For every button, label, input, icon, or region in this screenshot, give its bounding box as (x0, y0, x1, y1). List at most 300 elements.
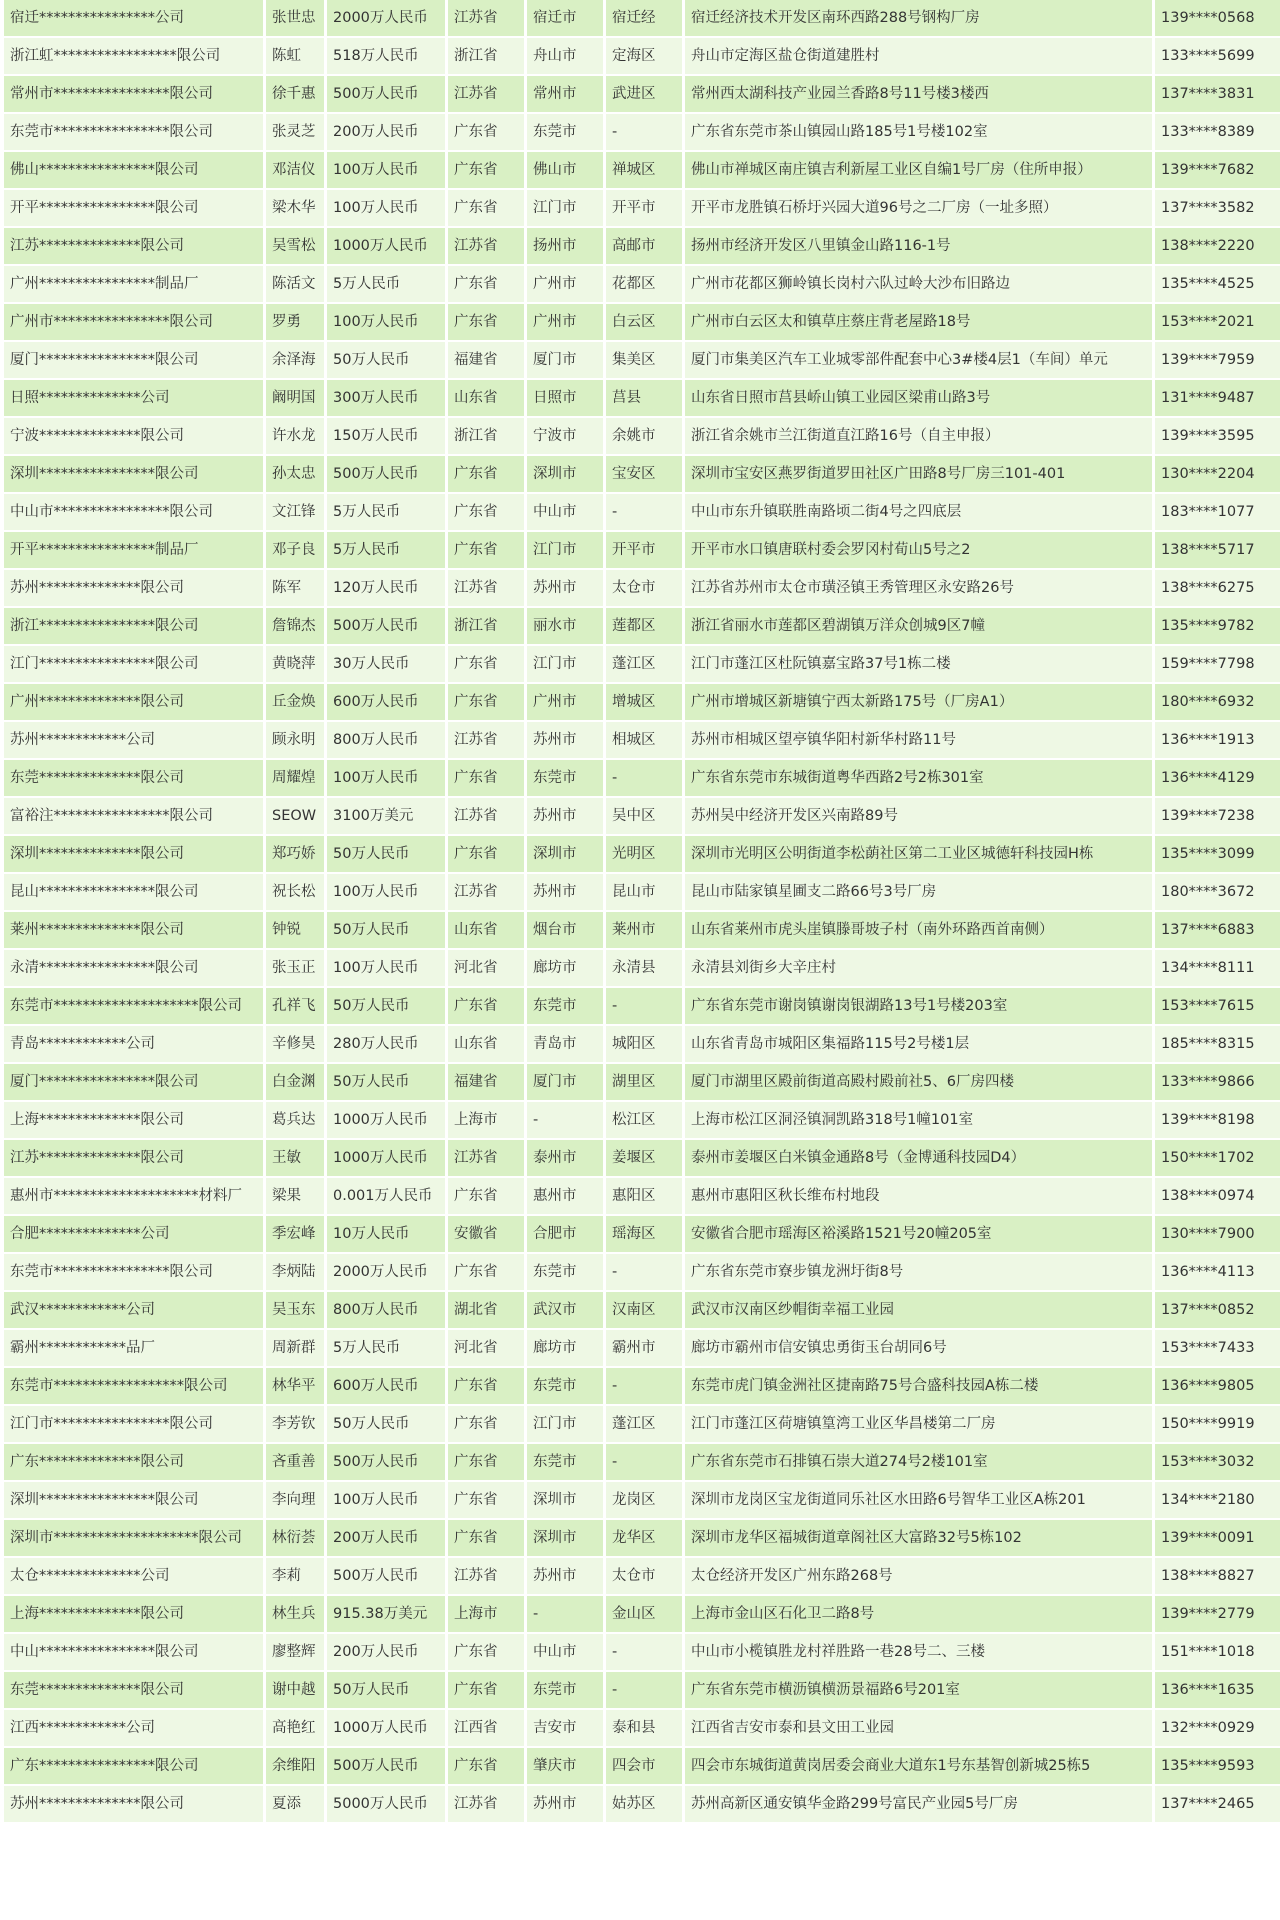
district-cell: 城阳区 (606, 1026, 682, 1062)
phone-cell: 139****0091 (1155, 1520, 1280, 1556)
district-cell: - (606, 1254, 682, 1290)
city-cell: 丽水市 (527, 608, 603, 644)
table-row (4, 266, 1280, 302)
table-row (4, 152, 1280, 188)
phone-cell: 153****7433 (1155, 1330, 1280, 1366)
district-cell: 惠阳区 (606, 1178, 682, 1214)
district-cell: - (606, 1444, 682, 1480)
registered-capital-cell: 1000万人民币 (327, 228, 445, 264)
province-cell: 广东省 (448, 684, 524, 720)
registered-capital-cell: 5万人民币 (327, 1330, 445, 1366)
district-cell: 开平市 (606, 190, 682, 226)
address-cell: 江苏省苏州市太仓市璜泾镇王秀管理区永安路26号 (685, 570, 1152, 606)
table-row (4, 950, 1280, 986)
phone-cell: 134****2180 (1155, 1482, 1280, 1518)
legal-representative-cell: 梁木华 (266, 190, 324, 226)
table-row (4, 1254, 1280, 1290)
city-cell: 苏州市 (527, 570, 603, 606)
registered-capital-cell: 5万人民币 (327, 532, 445, 568)
city-cell: 广州市 (527, 304, 603, 340)
district-cell: 白云区 (606, 304, 682, 340)
city-cell: 烟台市 (527, 912, 603, 948)
registered-capital-cell: 600万人民币 (327, 684, 445, 720)
registered-capital-cell: 100万人民币 (327, 190, 445, 226)
province-cell: 江西省 (448, 1710, 524, 1746)
city-cell: 宁波市 (527, 418, 603, 454)
phone-cell: 153****7615 (1155, 988, 1280, 1024)
city-cell: 广州市 (527, 266, 603, 302)
legal-representative-cell: 陈虹 (266, 38, 324, 74)
address-cell: 深圳市龙华区福城街道章阁社区大富路32号5栋102 (685, 1520, 1152, 1556)
company-table (1, 0, 1280, 1824)
phone-cell: 138****6275 (1155, 570, 1280, 606)
company-name-cell: 中山市****************限公司 (4, 494, 263, 530)
district-cell: 增城区 (606, 684, 682, 720)
address-cell: 厦门市集美区汽车工业城零部件配套中心3#楼4层1（车间）单元 (685, 342, 1152, 378)
address-cell: 浙江省余姚市兰江街道直江路16号（自主申报） (685, 418, 1152, 454)
registered-capital-cell: 500万人民币 (327, 456, 445, 492)
company-name-cell: 厦门****************限公司 (4, 1064, 263, 1100)
registered-capital-cell: 500万人民币 (327, 76, 445, 112)
company-name-cell: 深圳市********************限公司 (4, 1520, 263, 1556)
address-cell: 廊坊市霸州市信安镇忠勇街玉台胡同6号 (685, 1330, 1152, 1366)
company-name-cell: 东莞市********************限公司 (4, 988, 263, 1024)
table-row (4, 1596, 1280, 1632)
company-name-cell: 莱州**************限公司 (4, 912, 263, 948)
phone-cell: 135****9782 (1155, 608, 1280, 644)
table-row (4, 1292, 1280, 1328)
registered-capital-cell: 50万人民币 (327, 1064, 445, 1100)
legal-representative-cell: 孙太忠 (266, 456, 324, 492)
address-cell: 山东省莱州市虎头崖镇滕哥坡子村（南外环路西首南侧） (685, 912, 1152, 948)
city-cell: 江门市 (527, 1406, 603, 1442)
district-cell: 光明区 (606, 836, 682, 872)
province-cell: 上海市 (448, 1102, 524, 1138)
company-name-cell: 江门市****************限公司 (4, 1406, 263, 1442)
district-cell: 武进区 (606, 76, 682, 112)
address-cell: 深圳市宝安区燕罗街道罗田社区广田路8号厂房三101-401 (685, 456, 1152, 492)
province-cell: 广东省 (448, 1672, 524, 1708)
table-row (4, 0, 1280, 36)
legal-representative-cell: 梁果 (266, 1178, 324, 1214)
phone-cell: 159****7798 (1155, 646, 1280, 682)
city-cell: 吉安市 (527, 1710, 603, 1746)
legal-representative-cell: 张灵芝 (266, 114, 324, 150)
phone-cell: 136****4113 (1155, 1254, 1280, 1290)
city-cell: 舟山市 (527, 38, 603, 74)
province-cell: 江苏省 (448, 1558, 524, 1594)
phone-cell: 139****7959 (1155, 342, 1280, 378)
province-cell: 江苏省 (448, 228, 524, 264)
legal-representative-cell: 詹锦杰 (266, 608, 324, 644)
district-cell: 太仓市 (606, 570, 682, 606)
province-cell: 广东省 (448, 1368, 524, 1404)
legal-representative-cell: 王敏 (266, 1140, 324, 1176)
province-cell: 江苏省 (448, 570, 524, 606)
company-name-cell: 广州****************制品厂 (4, 266, 263, 302)
address-cell: 苏州高新区通安镇华金路299号富民产业园5号厂房 (685, 1786, 1152, 1822)
registered-capital-cell: 500万人民币 (327, 1748, 445, 1784)
city-cell: 青岛市 (527, 1026, 603, 1062)
legal-representative-cell: 黄晓萍 (266, 646, 324, 682)
registered-capital-cell: 50万人民币 (327, 836, 445, 872)
address-cell: 厦门市湖里区殿前街道高殿村殿前社5、6厂房四楼 (685, 1064, 1152, 1100)
company-name-cell: 永清****************限公司 (4, 950, 263, 986)
district-cell: 余姚市 (606, 418, 682, 454)
registered-capital-cell: 100万人民币 (327, 874, 445, 910)
district-cell: 龙华区 (606, 1520, 682, 1556)
company-name-cell: 深圳****************限公司 (4, 1482, 263, 1518)
province-cell: 江苏省 (448, 76, 524, 112)
phone-cell: 136****9805 (1155, 1368, 1280, 1404)
city-cell: 深圳市 (527, 1520, 603, 1556)
company-name-cell: 苏州**************限公司 (4, 570, 263, 606)
city-cell: 东莞市 (527, 988, 603, 1024)
city-cell: 江门市 (527, 190, 603, 226)
province-cell: 江苏省 (448, 1786, 524, 1822)
company-name-cell: 青岛************公司 (4, 1026, 263, 1062)
city-cell: 深圳市 (527, 836, 603, 872)
company-name-cell: 江苏**************限公司 (4, 1140, 263, 1176)
province-cell: 福建省 (448, 1064, 524, 1100)
table-row (4, 532, 1280, 568)
company-name-cell: 广州市****************限公司 (4, 304, 263, 340)
legal-representative-cell: 周耀煌 (266, 760, 324, 796)
district-cell: 永清县 (606, 950, 682, 986)
city-cell: 深圳市 (527, 456, 603, 492)
company-name-cell: 合肥**************公司 (4, 1216, 263, 1252)
district-cell: 霸州市 (606, 1330, 682, 1366)
district-cell: 莒县 (606, 380, 682, 416)
district-cell: - (606, 494, 682, 530)
table-body (4, 0, 1280, 1822)
province-cell: 山东省 (448, 912, 524, 948)
district-cell: 姑苏区 (606, 1786, 682, 1822)
province-cell: 江苏省 (448, 874, 524, 910)
table-row (4, 1026, 1280, 1062)
district-cell: 昆山市 (606, 874, 682, 910)
phone-cell: 138****2220 (1155, 228, 1280, 264)
address-cell: 广东省东莞市横沥镇横沥景福路6号201室 (685, 1672, 1152, 1708)
table-row (4, 722, 1280, 758)
table-row (4, 1330, 1280, 1366)
legal-representative-cell: 丘金焕 (266, 684, 324, 720)
phone-cell: 135****3099 (1155, 836, 1280, 872)
legal-representative-cell: 顾永明 (266, 722, 324, 758)
table-row (4, 684, 1280, 720)
legal-representative-cell: 谢中越 (266, 1672, 324, 1708)
city-cell: 泰州市 (527, 1140, 603, 1176)
district-cell: 相城区 (606, 722, 682, 758)
city-cell: - (527, 1102, 603, 1138)
city-cell: 厦门市 (527, 342, 603, 378)
registered-capital-cell: 100万人民币 (327, 152, 445, 188)
registered-capital-cell: 50万人民币 (327, 1406, 445, 1442)
company-name-cell: 东莞市****************限公司 (4, 1254, 263, 1290)
phone-cell: 153****3032 (1155, 1444, 1280, 1480)
district-cell: 蓬江区 (606, 646, 682, 682)
registered-capital-cell: 5万人民币 (327, 494, 445, 530)
company-name-cell: 苏州************公司 (4, 722, 263, 758)
phone-cell: 138****0974 (1155, 1178, 1280, 1214)
registered-capital-cell: 100万人民币 (327, 304, 445, 340)
company-name-cell: 深圳**************限公司 (4, 836, 263, 872)
legal-representative-cell: 张玉正 (266, 950, 324, 986)
registered-capital-cell: 50万人民币 (327, 342, 445, 378)
registered-capital-cell: 100万人民币 (327, 950, 445, 986)
province-cell: 广东省 (448, 266, 524, 302)
phone-cell: 139****2779 (1155, 1596, 1280, 1632)
address-cell: 广东省东莞市茶山镇园山路185号1号楼102室 (685, 114, 1152, 150)
table-row (4, 1102, 1280, 1138)
company-name-cell: 上海**************限公司 (4, 1102, 263, 1138)
company-name-cell: 中山****************限公司 (4, 1634, 263, 1670)
city-cell: 广州市 (527, 684, 603, 720)
legal-representative-cell: 周新群 (266, 1330, 324, 1366)
city-cell: 东莞市 (527, 760, 603, 796)
phone-cell: 180****6932 (1155, 684, 1280, 720)
address-cell: 四会市东城街道黄岗居委会商业大道东1号东基智创新城25栋5 (685, 1748, 1152, 1784)
table-row (4, 76, 1280, 112)
phone-cell: 137****6883 (1155, 912, 1280, 948)
city-cell: 武汉市 (527, 1292, 603, 1328)
registered-capital-cell: 100万人民币 (327, 1482, 445, 1518)
address-cell: 广东省东莞市石排镇石崇大道274号2楼101室 (685, 1444, 1152, 1480)
company-name-cell: 常州市****************限公司 (4, 76, 263, 112)
province-cell: 广东省 (448, 304, 524, 340)
company-name-cell: 厦门****************限公司 (4, 342, 263, 378)
legal-representative-cell: 辛修昊 (266, 1026, 324, 1062)
table-row (4, 760, 1280, 796)
company-name-cell: 佛山****************限公司 (4, 152, 263, 188)
address-cell: 宿迁经济技术开发区南环西路288号钢构厂房 (685, 0, 1152, 36)
district-cell: 高邮市 (606, 228, 682, 264)
district-cell: 宝安区 (606, 456, 682, 492)
phone-cell: 133****8389 (1155, 114, 1280, 150)
phone-cell: 137****3582 (1155, 190, 1280, 226)
table-row (4, 1216, 1280, 1252)
address-cell: 广州市花都区狮岭镇长岗村六队过岭大沙布旧路边 (685, 266, 1152, 302)
district-cell: - (606, 1634, 682, 1670)
table-row (4, 1444, 1280, 1480)
province-cell: 广东省 (448, 114, 524, 150)
table-row (4, 1520, 1280, 1556)
district-cell: 定海区 (606, 38, 682, 74)
province-cell: 河北省 (448, 1330, 524, 1366)
company-name-cell: 昆山****************限公司 (4, 874, 263, 910)
registered-capital-cell: 100万人民币 (327, 760, 445, 796)
company-name-cell: 江西************公司 (4, 1710, 263, 1746)
legal-representative-cell: 张世忠 (266, 0, 324, 36)
table-row (4, 190, 1280, 226)
registered-capital-cell: 500万人民币 (327, 608, 445, 644)
city-cell: 宿迁市 (527, 0, 603, 36)
city-cell: - (527, 1596, 603, 1632)
address-cell: 江门市蓬江区荷塘镇篁湾工业区华昌楼第二厂房 (685, 1406, 1152, 1442)
phone-cell: 130****2204 (1155, 456, 1280, 492)
table-row (4, 1368, 1280, 1404)
district-cell: 集美区 (606, 342, 682, 378)
table-row (4, 1786, 1280, 1822)
city-cell: 东莞市 (527, 1254, 603, 1290)
company-name-cell: 江苏**************限公司 (4, 228, 263, 264)
city-cell: 东莞市 (527, 1672, 603, 1708)
province-cell: 浙江省 (448, 418, 524, 454)
legal-representative-cell: 葛兵达 (266, 1102, 324, 1138)
address-cell: 惠州市惠阳区秋长维布村地段 (685, 1178, 1152, 1214)
company-name-cell: 东莞**************限公司 (4, 1672, 263, 1708)
address-cell: 永清县刘街乡大辛庄村 (685, 950, 1152, 986)
table-row (4, 1064, 1280, 1100)
company-name-cell: 惠州市********************材料厂 (4, 1178, 263, 1214)
phone-cell: 150****9919 (1155, 1406, 1280, 1442)
city-cell: 日照市 (527, 380, 603, 416)
registered-capital-cell: 50万人民币 (327, 988, 445, 1024)
district-cell: - (606, 114, 682, 150)
city-cell: 深圳市 (527, 1482, 603, 1518)
registered-capital-cell: 150万人民币 (327, 418, 445, 454)
phone-cell: 138****5717 (1155, 532, 1280, 568)
legal-representative-cell: 郑巧娇 (266, 836, 324, 872)
table-row (4, 1482, 1280, 1518)
address-cell: 苏州市相城区望亭镇华阳村新华村路11号 (685, 722, 1152, 758)
phone-cell: 135****9593 (1155, 1748, 1280, 1784)
city-cell: 东莞市 (527, 114, 603, 150)
district-cell: 湖里区 (606, 1064, 682, 1100)
company-name-cell: 武汉************公司 (4, 1292, 263, 1328)
registered-capital-cell: 200万人民币 (327, 1520, 445, 1556)
phone-cell: 151****1018 (1155, 1634, 1280, 1670)
province-cell: 广东省 (448, 646, 524, 682)
province-cell: 江苏省 (448, 798, 524, 834)
phone-cell: 138****8827 (1155, 1558, 1280, 1594)
address-cell: 广东省东莞市东城街道粤华西路2号2栋301室 (685, 760, 1152, 796)
table-row (4, 114, 1280, 150)
province-cell: 广东省 (448, 836, 524, 872)
table-row (4, 1406, 1280, 1442)
legal-representative-cell: 吴玉东 (266, 1292, 324, 1328)
registered-capital-cell: 1000万人民币 (327, 1102, 445, 1138)
address-cell: 广东省东莞市寮步镇龙洲圩街8号 (685, 1254, 1152, 1290)
registered-capital-cell: 200万人民币 (327, 114, 445, 150)
company-name-cell: 开平****************限公司 (4, 190, 263, 226)
company-name-cell: 浙江****************限公司 (4, 608, 263, 644)
district-cell: - (606, 760, 682, 796)
company-name-cell: 上海**************限公司 (4, 1596, 263, 1632)
registered-capital-cell: 50万人民币 (327, 1672, 445, 1708)
city-cell: 中山市 (527, 494, 603, 530)
city-cell: 合肥市 (527, 1216, 603, 1252)
registered-capital-cell: 280万人民币 (327, 1026, 445, 1062)
address-cell: 深圳市龙岗区宝龙街道同乐社区水田路6号智华工业区A栋201 (685, 1482, 1152, 1518)
province-cell: 广东省 (448, 532, 524, 568)
company-name-cell: 宁波**************限公司 (4, 418, 263, 454)
legal-representative-cell: 廖整辉 (266, 1634, 324, 1670)
district-cell: 太仓市 (606, 1558, 682, 1594)
phone-cell: 139****7238 (1155, 798, 1280, 834)
city-cell: 惠州市 (527, 1178, 603, 1214)
city-cell: 苏州市 (527, 874, 603, 910)
registered-capital-cell: 2000万人民币 (327, 1254, 445, 1290)
registered-capital-cell: 800万人民币 (327, 722, 445, 758)
legal-representative-cell: 许水龙 (266, 418, 324, 454)
company-name-cell: 富裕注****************限公司 (4, 798, 263, 834)
legal-representative-cell: 夏添 (266, 1786, 324, 1822)
district-cell: 龙岗区 (606, 1482, 682, 1518)
phone-cell: 180****3672 (1155, 874, 1280, 910)
address-cell: 太仓经济开发区广州东路268号 (685, 1558, 1152, 1594)
registered-capital-cell: 0.001万人民币 (327, 1178, 445, 1214)
company-name-cell: 东莞市******************限公司 (4, 1368, 263, 1404)
table-row (4, 646, 1280, 682)
phone-cell: 139****7682 (1155, 152, 1280, 188)
province-cell: 广东省 (448, 1444, 524, 1480)
registered-capital-cell: 518万人民币 (327, 38, 445, 74)
legal-representative-cell: 季宏峰 (266, 1216, 324, 1252)
address-cell: 昆山市陆家镇星圃支二路66号3号厂房 (685, 874, 1152, 910)
registered-capital-cell: 5000万人民币 (327, 1786, 445, 1822)
company-name-cell: 广东****************限公司 (4, 1748, 263, 1784)
city-cell: 江门市 (527, 646, 603, 682)
legal-representative-cell: 林衍荟 (266, 1520, 324, 1556)
table-row (4, 228, 1280, 264)
registered-capital-cell: 300万人民币 (327, 380, 445, 416)
address-cell: 泰州市姜堰区白米镇金通路8号（金博通科技园D4） (685, 1140, 1152, 1176)
table-row (4, 1634, 1280, 1670)
company-name-cell: 日照**************公司 (4, 380, 263, 416)
company-name-cell: 浙江虹*****************限公司 (4, 38, 263, 74)
table-row (4, 1140, 1280, 1176)
table-row (4, 912, 1280, 948)
address-cell: 苏州吴中经济开发区兴南路89号 (685, 798, 1152, 834)
phone-cell: 139****0568 (1155, 0, 1280, 36)
city-cell: 苏州市 (527, 1786, 603, 1822)
province-cell: 广东省 (448, 1748, 524, 1784)
phone-cell: 150****1702 (1155, 1140, 1280, 1176)
address-cell: 广州市白云区太和镇草庄蔡庄背老屋路18号 (685, 304, 1152, 340)
company-name-cell: 江门****************限公司 (4, 646, 263, 682)
registered-capital-cell: 500万人民币 (327, 1558, 445, 1594)
registered-capital-cell: 120万人民币 (327, 570, 445, 606)
phone-cell: 137****3831 (1155, 76, 1280, 112)
province-cell: 广东省 (448, 1482, 524, 1518)
phone-cell: 130****7900 (1155, 1216, 1280, 1252)
table-row (4, 418, 1280, 454)
company-name-cell: 广东**************限公司 (4, 1444, 263, 1480)
city-cell: 苏州市 (527, 1558, 603, 1594)
district-cell: 开平市 (606, 532, 682, 568)
table-row (4, 1558, 1280, 1594)
province-cell: 河北省 (448, 950, 524, 986)
legal-representative-cell: 余维阳 (266, 1748, 324, 1784)
province-cell: 广东省 (448, 1178, 524, 1214)
city-cell: 肇庆市 (527, 1748, 603, 1784)
province-cell: 福建省 (448, 342, 524, 378)
province-cell: 山东省 (448, 1026, 524, 1062)
legal-representative-cell: SEOW (266, 798, 324, 834)
city-cell: 常州市 (527, 76, 603, 112)
city-cell: 廊坊市 (527, 950, 603, 986)
legal-representative-cell: 徐千惠 (266, 76, 324, 112)
province-cell: 广东省 (448, 760, 524, 796)
province-cell: 江苏省 (448, 0, 524, 36)
district-cell: 瑶海区 (606, 1216, 682, 1252)
city-cell: 东莞市 (527, 1368, 603, 1404)
table-row (4, 342, 1280, 378)
district-cell: - (606, 1368, 682, 1404)
legal-representative-cell: 阚明国 (266, 380, 324, 416)
registered-capital-cell: 2000万人民币 (327, 0, 445, 36)
